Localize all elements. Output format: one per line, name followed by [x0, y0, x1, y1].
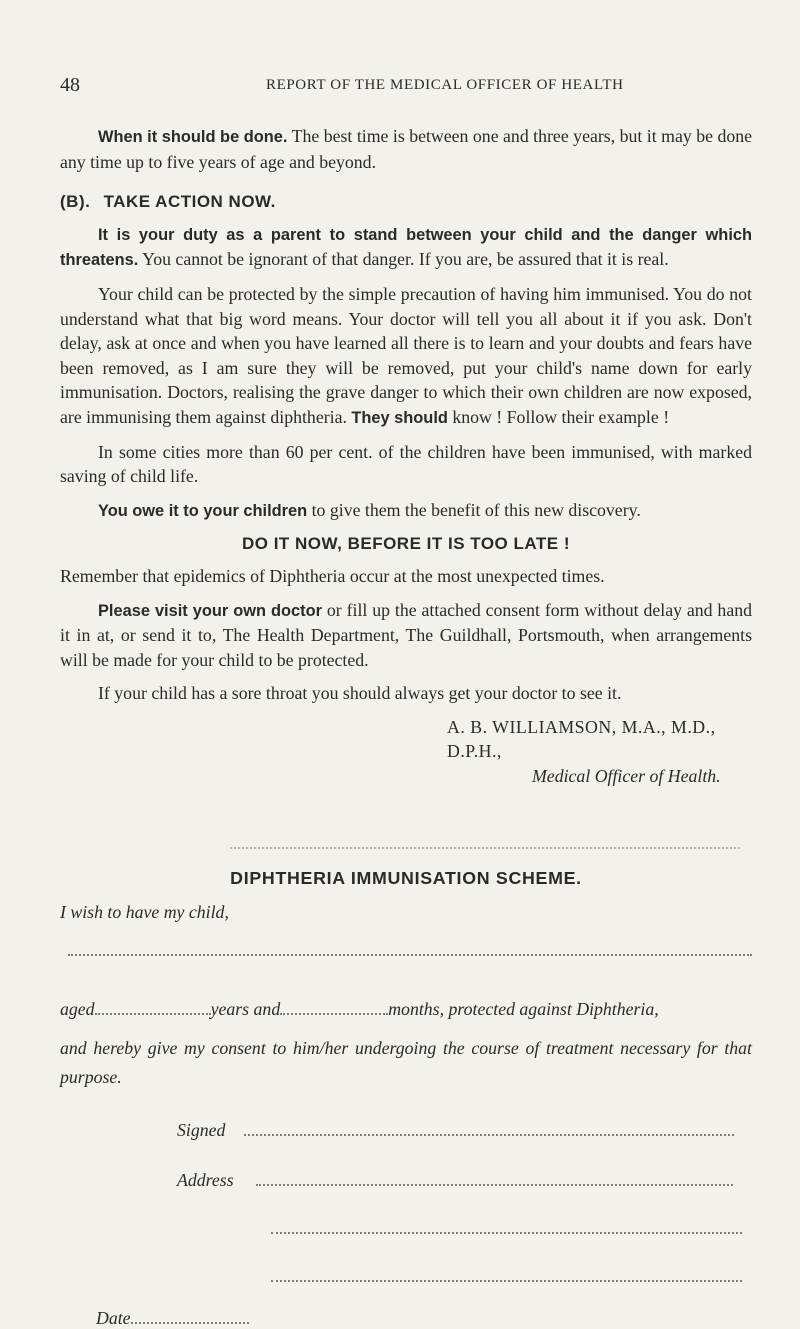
consent-form: [60, 868, 752, 1328]
aged-label: aged: [60, 999, 95, 1019]
address-line: [177, 1170, 733, 1191]
paragraph-text: Your child can be protected by the simple precaution of having him immunised. You do not understand what that big word means. Your doctor will tell you all about it if you ask. Don't delay, ask at once and when you have learned all there is to learn and your doubts and fears have been removed, as I am sure they will be removed, put your child's name down for early immunisation. Doctors, realising the grave danger to which their own children are now exposed, are immunising them against diphtheria.: [60, 283, 752, 427]
section-heading: [60, 190, 752, 215]
signed-label: Signed: [177, 1120, 226, 1140]
paragraph-text: The best time is between one and three years, but it may be done any time up to five years of age and beyond.: [60, 126, 753, 172]
address-field-1[interactable]: [256, 1184, 733, 1186]
age-line: [60, 999, 659, 1020]
paragraph-lead: It is your duty as a parent to stand between your child and the danger which threatens.: [60, 225, 752, 270]
page-header: [60, 74, 740, 98]
date-line: [96, 1308, 249, 1329]
years-field[interactable]: [95, 1013, 211, 1015]
paragraph-sore-throat: [60, 681, 752, 706]
paragraph-tail: know ! Follow their example !: [452, 406, 670, 427]
signature-title: Medical Officer of Health.: [532, 766, 721, 787]
paragraph-owe: [60, 498, 752, 524]
months-label: months, protected against Diphtheria,: [388, 999, 659, 1019]
paragraph-epidemics: [60, 564, 752, 589]
signature-name: A. B. WILLIAMSON, M.A., M.D., D.P.H.,: [447, 716, 716, 762]
paragraph-lead: Please visit your own doctor: [98, 601, 323, 620]
paragraph-lead: When it should be done.: [98, 128, 288, 146]
tear-off-line: [230, 847, 740, 849]
signed-line: [177, 1120, 734, 1141]
paragraph-text: or fill up the attached consent form without delay and hand it in at, or send it to, The Health Department, The Guildhall, Portsmouth, when arrangements will be made for your child to be protected.: [60, 599, 753, 670]
paragraph-text: Remember that epidemics of Diphtheria occur at the most unexpected times.: [60, 565, 605, 586]
address-field-3[interactable]: [271, 1280, 742, 1282]
child-name-field[interactable]: [68, 954, 752, 956]
paragraph-emphasis: They should: [351, 408, 448, 427]
paragraph-when: [60, 124, 752, 174]
body-text: [60, 124, 752, 789]
paragraph-lead: You owe it to your children: [98, 501, 308, 520]
callout-heading: DO IT NOW, BEFORE IT IS TOO LATE !: [241, 534, 571, 554]
page-number: 48: [60, 74, 80, 96]
address-label: Address: [177, 1170, 234, 1190]
section-label: (B).: [60, 192, 91, 212]
paragraph-text: You cannot be ignorant of that danger. If you are, be assured that it is real.: [142, 249, 669, 270]
paragraph-text: In some cities more than 60 per cent. of the children have been immunised, with marked saving of child life.: [60, 441, 752, 487]
signature-field[interactable]: [244, 1134, 734, 1136]
form-wish-line: I wish to have my child,: [60, 902, 229, 922]
date-label: Date: [96, 1308, 131, 1328]
years-label: years and: [210, 999, 281, 1019]
paragraph-text: If your child has a sore throat you should always get your doctor to see it.: [98, 683, 622, 704]
consent-text: and hereby give my consent to him/her undergoing the course of treatment necessary for that purpose.: [60, 1038, 752, 1087]
paragraph-text: to give them the benefit of this new discovery.: [311, 499, 641, 520]
months-field[interactable]: [280, 1013, 388, 1015]
paragraph-visit: [60, 598, 752, 673]
section-title: TAKE ACTION NOW.: [103, 192, 276, 212]
paragraph-cities: [60, 440, 752, 489]
paragraph-protection: [60, 282, 752, 431]
paragraph-duty: [60, 222, 752, 273]
form-title: DIPHTHERIA IMMUNISATION SCHEME.: [230, 868, 582, 888]
running-head: REPORT OF THE MEDICAL OFFICER OF HEALTH: [266, 77, 624, 93]
address-field-2[interactable]: [271, 1232, 742, 1234]
signature-block: [60, 715, 752, 789]
date-field[interactable]: [131, 1322, 249, 1324]
